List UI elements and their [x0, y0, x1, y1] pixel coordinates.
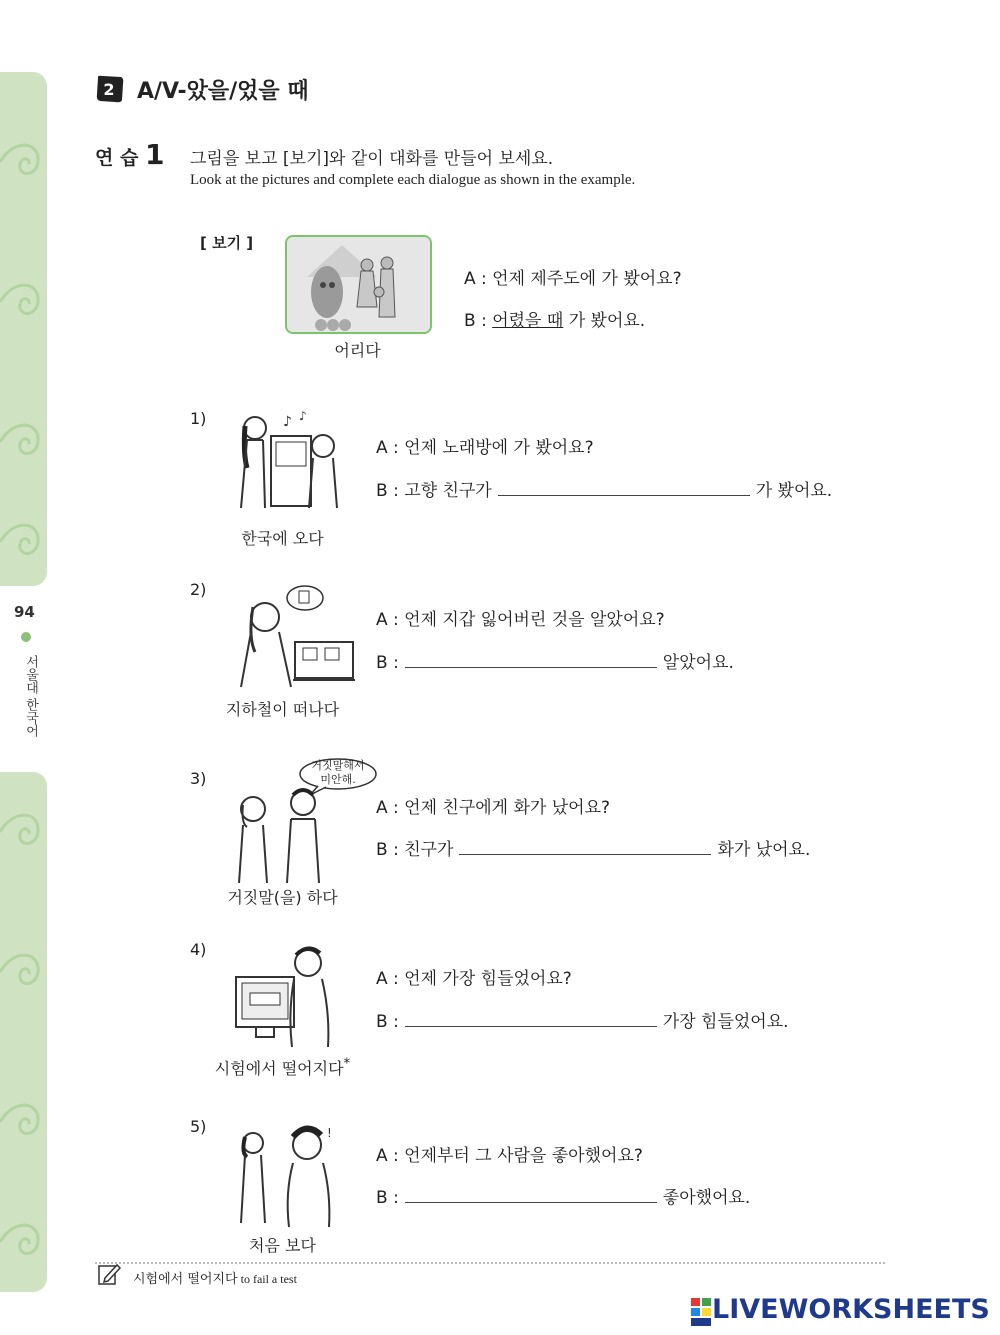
example-label: [ 보기 ] — [200, 234, 254, 252]
karaoke-illustration — [233, 408, 358, 518]
item-line-a: A : 언제부터 그 사람을 좋아했어요? — [376, 1146, 643, 1166]
sidebar-decoration-bottom — [0, 772, 47, 1292]
item-caption: 지하철이 떠나다 — [225, 700, 340, 719]
footer-note-korean: 시험에서 떨어지다 — [133, 1272, 238, 1287]
item-line-b — [376, 648, 734, 673]
example-line-b-suffix: 가 봤어요. — [563, 311, 646, 331]
speech-line: 거짓말해서 — [311, 759, 365, 772]
item-number: 2) — [190, 580, 207, 599]
item-line-a: A : 언제 노래방에 가 봤어요? — [376, 438, 594, 458]
item-line-b-prefix: B : — [376, 1188, 399, 1208]
swirl-icon — [0, 1092, 47, 1152]
exercise-label-number: 1 — [144, 138, 165, 171]
item-line-b-suffix: 좋아했어요. — [662, 1188, 751, 1208]
swirl-icon — [0, 132, 47, 192]
answer-blank[interactable] — [405, 1188, 657, 1203]
instruction-english: Look at the pictures and complete each dialogue as shown in the example. — [190, 172, 636, 188]
item-number: 4) — [190, 940, 207, 959]
sidebar-decoration-top — [0, 72, 47, 586]
item-line-a: A : 언제 친구에게 화가 났어요? — [376, 798, 611, 818]
first-meeting-illustration — [233, 1123, 358, 1233]
item-line-b-suffix: 알았어요. — [662, 653, 734, 673]
item-line-b-prefix: B : — [376, 653, 399, 673]
liveworksheets-logo-icon — [691, 1298, 711, 1326]
speech-line: 미안해. — [320, 773, 356, 786]
swirl-icon — [0, 512, 47, 572]
svg-text:2: 2 — [103, 80, 115, 99]
note-pencil-icon — [97, 1262, 121, 1286]
item-number: 1) — [190, 409, 207, 428]
swirl-icon — [0, 272, 47, 332]
answer-blank[interactable] — [459, 840, 711, 855]
item-line-b-suffix: 가장 힘들었어요. — [662, 1012, 789, 1032]
example-line-a: A : 언제 제주도에 가 봤어요? — [464, 269, 682, 289]
footer-vocab-note — [133, 1268, 297, 1287]
item-number: 3) — [190, 769, 207, 788]
answer-blank[interactable] — [498, 481, 750, 496]
example-illustration — [285, 235, 432, 334]
item-line-b — [376, 1007, 789, 1032]
caption-footnote-mark: * — [343, 1056, 351, 1072]
lying-friends-illustration — [233, 783, 358, 893]
answer-blank[interactable] — [405, 653, 657, 668]
example-answer: 어렸을 때 — [492, 311, 564, 331]
footer-note-english: to fail a test — [237, 1272, 297, 1286]
svg-text:♪: ♪ — [299, 409, 307, 423]
jeju-family-illustration — [287, 237, 430, 332]
item-caption: 한국에 오다 — [241, 529, 324, 548]
subway-illustration — [233, 582, 358, 692]
swirl-icon — [0, 802, 47, 862]
bullet-dot — [21, 632, 31, 642]
item-line-b-prefix: B : — [376, 1012, 399, 1032]
exercise-label-word: 연 습 — [95, 147, 139, 169]
exercise-label — [95, 138, 164, 171]
item-caption: 처음 보다 — [249, 1236, 316, 1255]
swirl-icon — [0, 412, 47, 472]
caption-text: 시험에서 떨어지다 — [214, 1059, 344, 1078]
item-line-b-suffix: 화가 났어요. — [717, 840, 811, 860]
item-line-b-prefix: B : 친구가 — [376, 840, 454, 860]
section-title: A/V-았을/었을 때 — [137, 79, 309, 104]
svg-text:♪: ♪ — [283, 414, 292, 430]
item-line-a: A : 언제 가장 힘들었어요? — [376, 969, 572, 989]
example-line-b — [464, 306, 645, 331]
item-number: 5) — [190, 1117, 207, 1136]
footer-divider — [95, 1262, 885, 1264]
failed-test-illustration — [230, 943, 355, 1053]
swirl-icon — [0, 1212, 47, 1272]
section-number-icon — [95, 74, 125, 104]
item-line-b — [376, 476, 832, 501]
item-line-b-prefix: B : 고향 친구가 — [376, 481, 492, 501]
item-caption — [210, 1056, 355, 1079]
answer-blank[interactable] — [405, 1012, 657, 1027]
item-line-b — [376, 1183, 750, 1208]
item-line-a: A : 언제 지갑 잃어버린 것을 알았어요? — [376, 610, 665, 630]
item-line-b-suffix: 가 봤어요. — [755, 481, 833, 501]
example-caption: 어리다 — [334, 341, 381, 360]
swirl-icon — [0, 942, 47, 1002]
svg-text:!: ! — [327, 1126, 332, 1140]
item-caption: 거짓말(을) 하다 — [227, 888, 338, 907]
item-line-b — [376, 835, 810, 860]
liveworksheets-brand[interactable]: LIVEWORKSHEETS — [712, 1294, 990, 1325]
book-title: 서울대 한국어 — [23, 655, 38, 738]
page-number: 94 — [14, 603, 35, 621]
instruction-korean: 그림을 보고 [보기]와 같이 대화를 만들어 보세요. — [190, 149, 554, 169]
example-line-b-prefix: B : — [464, 311, 493, 331]
